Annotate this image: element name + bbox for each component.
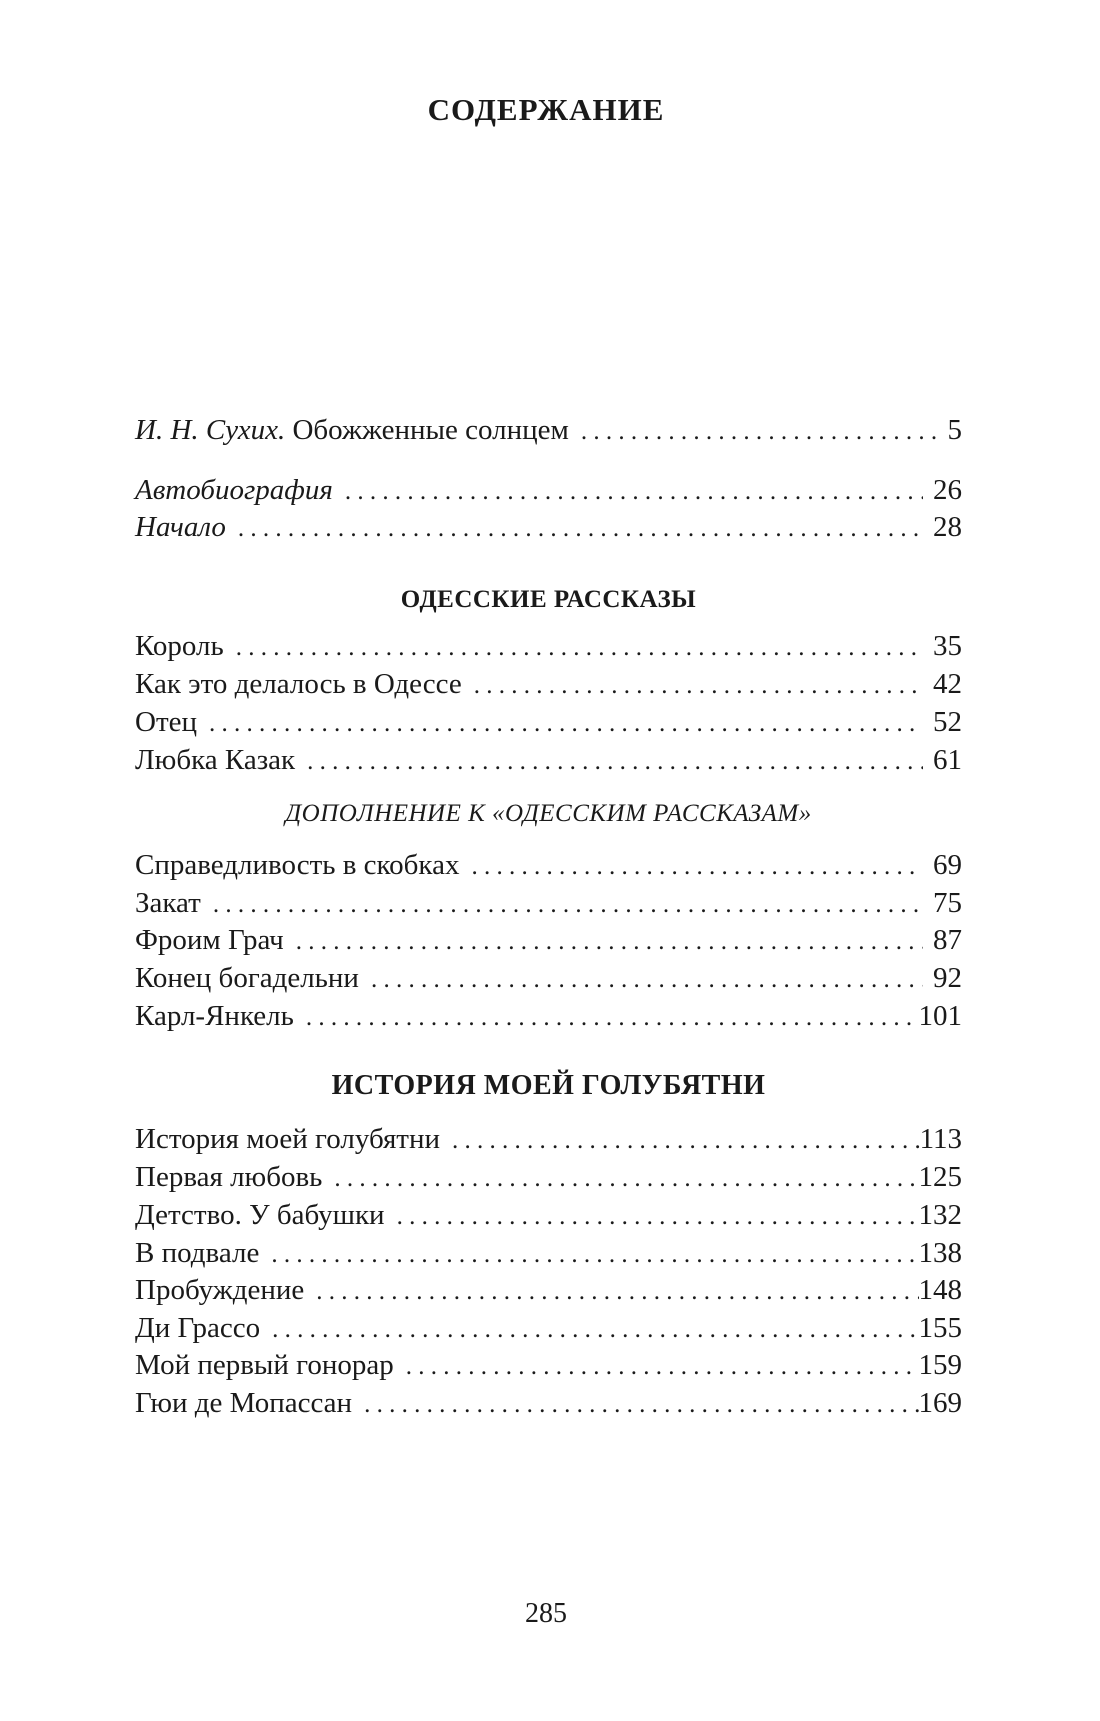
dot-leader: [474, 666, 923, 706]
dot-leader: [307, 742, 923, 782]
dot-leader: [306, 998, 919, 1038]
toc-entry-title: Автобиография: [135, 474, 333, 506]
toc-entry[interactable]: [135, 1157, 962, 1197]
toc-entry-title: Начало: [135, 511, 226, 543]
toc-entry[interactable]: [135, 1345, 962, 1385]
toc-entry-page: 69: [933, 849, 962, 881]
toc-entry[interactable]: [135, 507, 962, 547]
toc-entry-page: 52: [933, 706, 962, 738]
section-heading: ИСТОРИЯ МОЕЙ ГОЛУБЯТНИ: [331, 1070, 766, 1101]
toc-entry-title: Фроим Грач: [135, 924, 284, 956]
toc-entry[interactable]: [135, 1233, 962, 1273]
toc-entry-page: 169: [918, 1387, 962, 1419]
toc-entry-page: 61: [933, 744, 962, 776]
toc-entry-page: 42: [933, 668, 962, 700]
toc-entry-page: 132: [918, 1199, 962, 1231]
toc-entry-title: Первая любовь: [135, 1161, 323, 1193]
toc-entry[interactable]: [135, 1270, 962, 1310]
dot-leader: [452, 1121, 920, 1161]
dot-leader: [397, 1197, 919, 1237]
toc-entry-title: Отец: [135, 706, 198, 738]
toc-entry[interactable]: [135, 470, 962, 510]
toc-entry-page: 101: [918, 1000, 962, 1032]
dot-leader: [471, 847, 923, 887]
page-number: 285: [525, 1598, 567, 1629]
dot-leader: [581, 412, 938, 452]
toc-entry-page: 148: [918, 1274, 962, 1306]
toc-entry[interactable]: [135, 1383, 962, 1423]
dot-leader: [213, 885, 923, 925]
dot-leader: [238, 509, 923, 549]
toc-entry[interactable]: [135, 1119, 962, 1159]
toc-entry-title: Любка Казак: [135, 744, 296, 776]
toc-entry-title: Карл-Янкель: [135, 1000, 294, 1032]
toc-entry-page: 5: [947, 414, 962, 446]
toc-entry[interactable]: [135, 664, 962, 704]
section-subheading: ДОПОЛНЕНИЕ К «ОДЕССКИМ РАССКАЗАМ»: [285, 800, 812, 827]
toc-entry-title: Как это делалось в Одессе: [135, 668, 462, 700]
toc-entry-page: 26: [933, 474, 962, 506]
toc-entry[interactable]: [135, 996, 962, 1036]
toc-entry-title: Детство. У бабушки: [135, 1199, 385, 1231]
toc-entry-page: 87: [933, 924, 962, 956]
dot-leader: [371, 960, 923, 1000]
toc-entry-title: Конец богадельни: [135, 962, 359, 994]
toc-entry-title: Король: [135, 630, 224, 662]
dot-leader: [209, 704, 923, 744]
toc-entry-page: 113: [919, 1123, 962, 1155]
dot-leader: [364, 1385, 918, 1425]
toc-entry-page: 75: [933, 887, 962, 919]
section-heading: ОДЕССКИЕ РАССКАЗЫ: [400, 586, 697, 613]
toc-entry-page: 35: [933, 630, 962, 662]
toc-entry-title: В подвале: [135, 1237, 260, 1269]
dot-leader: [334, 1159, 918, 1199]
toc-entry-author: И. Н. Сухих.: [135, 414, 286, 446]
toc-entry-page: 92: [933, 962, 962, 994]
toc-entry-title: Справедливость в скобках: [135, 849, 460, 881]
toc-entry-page: 138: [918, 1237, 962, 1269]
toc-entry-title: Гюи де Мопассан: [135, 1387, 353, 1419]
dot-leader: [236, 628, 923, 668]
toc-entry[interactable]: [135, 740, 962, 780]
toc-entry[interactable]: [135, 958, 962, 998]
toc-entry[interactable]: [135, 1195, 962, 1235]
page-title: СОДЕРЖАНИЕ: [427, 92, 665, 127]
toc-entry[interactable]: [135, 1308, 962, 1348]
toc-entry-title: Пробуждение: [135, 1274, 305, 1306]
dot-leader: [272, 1310, 918, 1350]
toc-entry-intro[interactable]: [135, 410, 962, 450]
toc-entry[interactable]: [135, 845, 962, 885]
toc-entry[interactable]: [135, 626, 962, 666]
toc-entry[interactable]: [135, 702, 962, 742]
dot-leader: [406, 1347, 919, 1387]
dot-leader: [296, 922, 923, 962]
toc-entry-page: 155: [918, 1312, 962, 1344]
toc-entry-page: 125: [918, 1161, 962, 1193]
toc-entry[interactable]: [135, 883, 962, 923]
toc-entry-title: Закат: [135, 887, 201, 919]
toc-entry-title: Мой первый гонорар: [135, 1349, 394, 1381]
toc-entry-page: 28: [933, 511, 962, 543]
toc-entry-title: История моей голубятни: [135, 1123, 441, 1155]
dot-leader: [271, 1235, 918, 1275]
toc-entry[interactable]: [135, 920, 962, 960]
toc-entry-page: 159: [918, 1349, 962, 1381]
dot-leader: [345, 472, 923, 512]
dot-leader: [316, 1272, 918, 1312]
toc-entry-title: Ди Грассо: [135, 1312, 261, 1344]
toc-entry-title: И. Н. Сухих. Обожженные солнцем: [135, 414, 569, 446]
